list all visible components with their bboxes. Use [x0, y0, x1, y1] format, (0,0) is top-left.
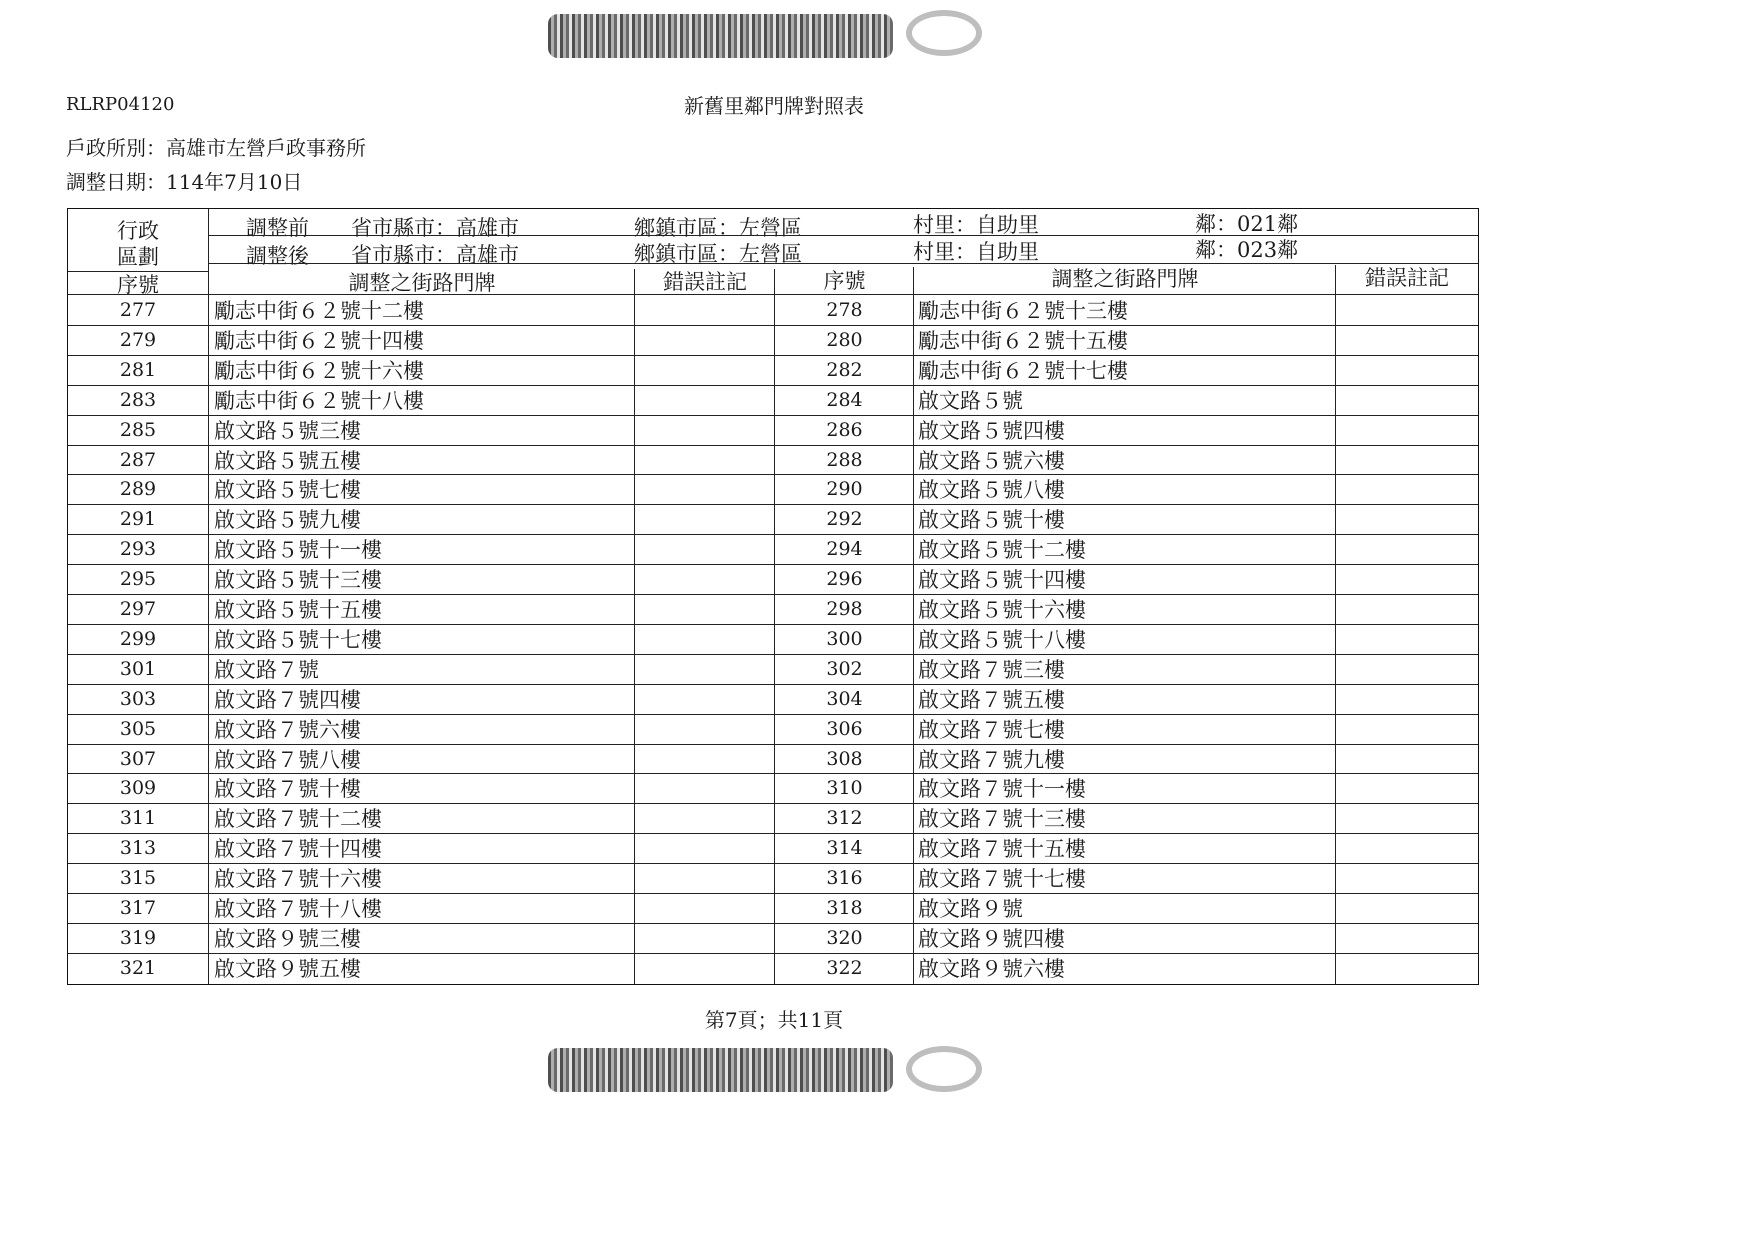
region-bottom-line	[208, 263, 1478, 264]
serial-right: 302	[826, 657, 863, 680]
address-left: 啟文路７號十二樓	[214, 807, 382, 832]
serial-left: 319	[119, 926, 157, 949]
address-left: 啟文路５號十七樓	[214, 627, 382, 652]
serial-right: 316	[826, 867, 863, 890]
serial-left: 279	[119, 328, 157, 351]
address-left: 啟文路５號十三樓	[214, 568, 382, 593]
col-address-right: 調整之街路門牌	[1051, 267, 1199, 291]
serial-left: 293	[119, 538, 157, 561]
footer-stamp-graphic	[548, 1048, 893, 1092]
serial-right: 310	[826, 777, 863, 800]
serial-left: 317	[119, 897, 157, 919]
row-divider	[68, 654, 1478, 655]
address-right: 啟文路５號八樓	[918, 478, 1065, 503]
row-divider	[68, 385, 1478, 386]
row-divider	[68, 923, 1478, 924]
address-left: 啟文路７號十四樓	[214, 837, 382, 862]
row-divider	[68, 863, 1478, 864]
region-after-village: 村里：自助里	[913, 240, 1039, 264]
region-before-district: 鄉鎮市區：左營區	[634, 216, 802, 240]
serial-left: 303	[119, 687, 157, 710]
address-right: 啟文路５號十四樓	[918, 568, 1086, 593]
col-serial-left: 序號	[117, 273, 159, 297]
serial-right: 290	[826, 478, 863, 501]
serial-right: 306	[826, 717, 863, 740]
serial-right: 300	[826, 627, 863, 650]
office-label: 戶政所別：	[66, 136, 166, 160]
serial-right: 280	[826, 328, 863, 351]
header-bottom-line	[68, 294, 1478, 295]
serial-right: 294	[826, 538, 863, 561]
row-divider	[68, 325, 1478, 326]
region-left-bottom-line	[68, 271, 208, 272]
address-right: 啟文路５號十六樓	[918, 598, 1086, 622]
serial-right: 278	[826, 299, 863, 321]
address-left: 啟文路９號五樓	[214, 956, 361, 981]
region-before-stage: 調整前	[246, 216, 309, 240]
serial-left: 289	[119, 478, 157, 501]
row-divider	[68, 893, 1478, 894]
page-title: 新舊里鄰門牌對照表	[684, 94, 864, 118]
row-divider	[68, 744, 1478, 745]
serial-right: 296	[826, 568, 863, 591]
col-error-right: 錯誤註記	[1365, 266, 1449, 290]
address-right: 啟文路７號十七樓	[918, 867, 1086, 892]
serial-right: 286	[826, 418, 863, 441]
address-left: 啟文路５號七樓	[214, 478, 361, 503]
serial-left: 311	[119, 807, 157, 830]
row-divider	[68, 564, 1478, 565]
row-divider	[68, 445, 1478, 446]
address-right: 啟文路５號六樓	[918, 448, 1065, 473]
address-right: 啟文路５號十八樓	[918, 627, 1086, 652]
address-left: 啟文路７號六樓	[214, 717, 361, 742]
page-footer: 第7頁；共11頁	[704, 1008, 844, 1032]
serial-left: 299	[119, 627, 157, 650]
col-serial-right: 序號	[823, 269, 866, 293]
serial-left: 297	[119, 598, 157, 620]
serial-right: 308	[826, 747, 863, 770]
address-left: 啟文路５號九樓	[214, 508, 361, 533]
address-left: 啟文路７號十樓	[214, 777, 361, 802]
serial-right: 320	[826, 926, 863, 949]
address-left: 啟文路７號八樓	[214, 747, 361, 772]
serial-left: 287	[119, 448, 157, 471]
address-right: 啟文路７號十五樓	[918, 837, 1086, 862]
region-after-neighborhood: 鄰：023鄰	[1195, 238, 1299, 262]
address-left: 啟文路５號三樓	[214, 418, 361, 443]
address-right: 啟文路５號	[918, 388, 1023, 413]
address-left: 勵志中街６２號十四樓	[214, 328, 424, 353]
serial-left: 291	[119, 508, 157, 531]
serial-left: 309	[119, 777, 157, 800]
address-right: 啟文路５號十樓	[918, 508, 1065, 533]
address-right: 啟文路９號	[918, 897, 1023, 921]
address-left: 啟文路５號十一樓	[214, 538, 382, 563]
serial-left: 283	[119, 388, 157, 411]
serial-left: 313	[119, 837, 157, 860]
row-divider	[68, 684, 1478, 685]
address-left: 啟文路９號三樓	[214, 926, 361, 951]
serial-right: 304	[826, 687, 863, 710]
serial-right: 314	[826, 837, 863, 860]
serial-right: 312	[826, 807, 863, 830]
row-divider	[68, 953, 1478, 954]
serial-left: 307	[119, 747, 157, 770]
region-before-village: 村里：自助里	[913, 213, 1039, 237]
address-right: 啟文路７號九樓	[918, 747, 1065, 772]
row-divider	[68, 594, 1478, 595]
office-value: 高雄市左營戶政事務所	[166, 136, 366, 160]
serial-right: 298	[826, 598, 863, 620]
address-right: 啟文路７號七樓	[918, 717, 1065, 742]
adjust-date-label: 調整日期：	[66, 170, 166, 194]
col-error-left: 錯誤註記	[663, 270, 747, 294]
office-line	[66, 132, 366, 161]
address-right: 啟文路７號十三樓	[918, 807, 1086, 832]
address-right: 啟文路７號三樓	[918, 657, 1065, 682]
row-divider	[68, 534, 1478, 535]
region-before-city: 省市縣市：高雄市	[351, 216, 519, 240]
address-left: 啟文路５號十五樓	[214, 598, 382, 622]
row-divider	[68, 474, 1478, 475]
row-divider	[68, 714, 1478, 715]
header-stamp-graphic	[548, 14, 893, 58]
region-before-neighborhood: 鄰：021鄰	[1195, 212, 1299, 236]
region-after-stage: 調整後	[246, 244, 309, 268]
address-right: 勵志中街６２號十三樓	[918, 299, 1128, 323]
serial-right: 282	[826, 358, 863, 381]
serial-right: 292	[826, 508, 863, 531]
address-right: 啟文路９號四樓	[918, 926, 1065, 951]
footer-seal-graphic	[906, 1046, 982, 1092]
serial-right: 284	[826, 388, 863, 411]
serial-left: 301	[119, 657, 157, 680]
document-id: RLRP04120	[66, 94, 175, 115]
serial-left: 305	[119, 717, 157, 740]
serial-right: 288	[826, 448, 863, 471]
address-left: 勵志中街６２號十六樓	[214, 358, 424, 383]
adjust-date-value: 114年7月10日	[166, 170, 303, 194]
address-left: 啟文路７號十八樓	[214, 897, 382, 921]
address-left: 啟文路７號四樓	[214, 687, 361, 712]
header-seal-graphic	[906, 10, 982, 56]
serial-left: 285	[119, 418, 157, 441]
row-divider	[68, 355, 1478, 356]
address-right: 勵志中街６２號十五樓	[918, 328, 1128, 353]
address-right: 啟文路７號五樓	[918, 687, 1065, 712]
row-divider	[68, 833, 1478, 834]
region-header-line1: 行政	[117, 219, 159, 243]
address-left: 勵志中街６２號十八樓	[214, 388, 424, 413]
mapping-table	[67, 208, 1479, 985]
address-left: 啟文路７號十六樓	[214, 867, 382, 892]
col-address-left: 調整之街路門牌	[348, 271, 496, 295]
serial-left: 315	[119, 867, 157, 890]
grid-vline-2	[634, 269, 635, 984]
address-right: 勵志中街６２號十七樓	[918, 358, 1128, 383]
serial-left: 281	[119, 358, 157, 381]
address-right: 啟文路７號十一樓	[918, 777, 1086, 802]
adjust-date-line	[66, 166, 302, 195]
address-right: 啟文路５號四樓	[918, 418, 1065, 443]
row-divider	[68, 803, 1478, 804]
serial-left: 321	[119, 956, 157, 979]
row-divider	[68, 624, 1478, 625]
serial-left: 295	[119, 568, 157, 591]
row-divider	[68, 504, 1478, 505]
row-divider	[68, 773, 1478, 774]
region-header-line2: 區劃	[117, 245, 159, 269]
address-left: 勵志中街６２號十二樓	[214, 299, 424, 323]
address-left: 啟文路５號五樓	[214, 448, 361, 473]
region-after-city: 省市縣市：高雄市	[351, 243, 519, 267]
serial-right: 318	[826, 897, 863, 919]
address-left: 啟文路７號	[214, 657, 319, 682]
serial-left: 277	[119, 299, 157, 321]
serial-right: 322	[826, 956, 863, 979]
address-right: 啟文路９號六樓	[918, 956, 1065, 981]
region-after-district: 鄉鎮市區：左營區	[634, 242, 802, 266]
address-right: 啟文路５號十二樓	[918, 538, 1086, 563]
region-divider-line	[208, 235, 1478, 236]
row-divider	[68, 415, 1478, 416]
